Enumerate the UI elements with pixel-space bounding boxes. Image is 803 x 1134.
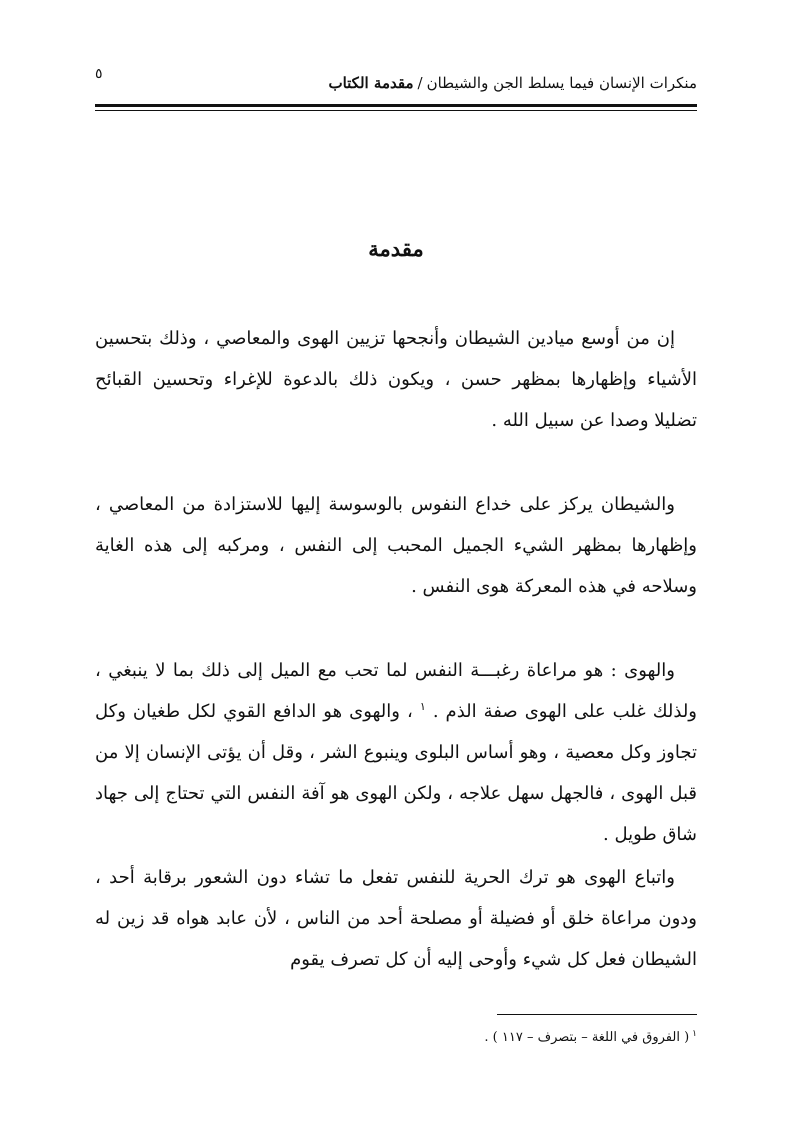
header-rule-thick bbox=[95, 104, 697, 107]
chapter-heading: مقدمة bbox=[368, 236, 424, 261]
paragraph-4 bbox=[95, 857, 697, 980]
running-title bbox=[328, 74, 697, 92]
paragraph-3-text-after: ، والهوى هو الدافع القوي لكل طغيان وكل تجاوز وكل معصية ، وهو أساس البلوى وينبوع الشر ، وقل أن يؤتى الإنسان إلا من قبل الهوى ، فالجهل سهل علاجه ، ولكن الهوى هو آفة النفس التي تحتاج إلى جهاد شاق طويل . bbox=[95, 701, 697, 845]
footnote-reference[interactable]: ١ bbox=[419, 700, 426, 713]
footnote-text: ( الفروق في اللغة – بتصرف – ١١٧ ) . bbox=[484, 1030, 690, 1045]
running-header bbox=[95, 66, 697, 100]
footnote-separator bbox=[497, 1014, 697, 1015]
paragraph-1-text: إن من أوسع ميادين الشيطان وأنجحها تزيين الهوى والمعاصي ، وذلك بتحسين الأشياء وإظهارها بمظهر حسن ، ويكون ذلك بالدعوة للإغراء وتحسين القبائح تضليلا وصدا عن سبيل الله . bbox=[95, 328, 697, 431]
paragraph-4-text: واتباع الهوى هو ترك الحرية للنفس تفعل ما تشاء دون الشعور برقابة أحد ، ودون مراعاة خلق أو فضيلة أو مصلحة أحد من الناس ، لأن عابد هواه قد زين له الشيطان فعل كل شيء وأوحى إليه أن كل تصرف يقوم bbox=[95, 867, 697, 970]
section-title: مقدمة الكتاب bbox=[328, 74, 414, 92]
paragraph-2 bbox=[95, 484, 697, 607]
paragraph-3 bbox=[95, 650, 697, 855]
book-title: منكرات الإنسان فيما يسلط الجن والشيطان bbox=[426, 74, 697, 92]
page-number: ٥ bbox=[95, 66, 103, 82]
title-separator: / bbox=[417, 74, 423, 92]
paragraph-3-text-before: والهوى : هو مراعاة رغبـــة النفس لما تحب مع الميل إلى ذلك بما لا ينبغي ، ولذلك غلب على الهوى صفة الذم . bbox=[95, 660, 697, 722]
footnote-marker: ١ bbox=[692, 1028, 697, 1039]
paragraph-1 bbox=[95, 318, 697, 441]
footnote bbox=[95, 1030, 697, 1045]
paragraph-2-text: والشيطان يركز على خداع النفوس بالوسوسة إليها للاستزادة من المعاصي ، وإظهارها بمظهر الشيء الجميل المحبب إلى النفس ، ومركبه إلى هذه الغاية وسلاحه في هذه المعركة هوى النفس . bbox=[95, 494, 697, 597]
header-rule-thin bbox=[95, 110, 697, 111]
